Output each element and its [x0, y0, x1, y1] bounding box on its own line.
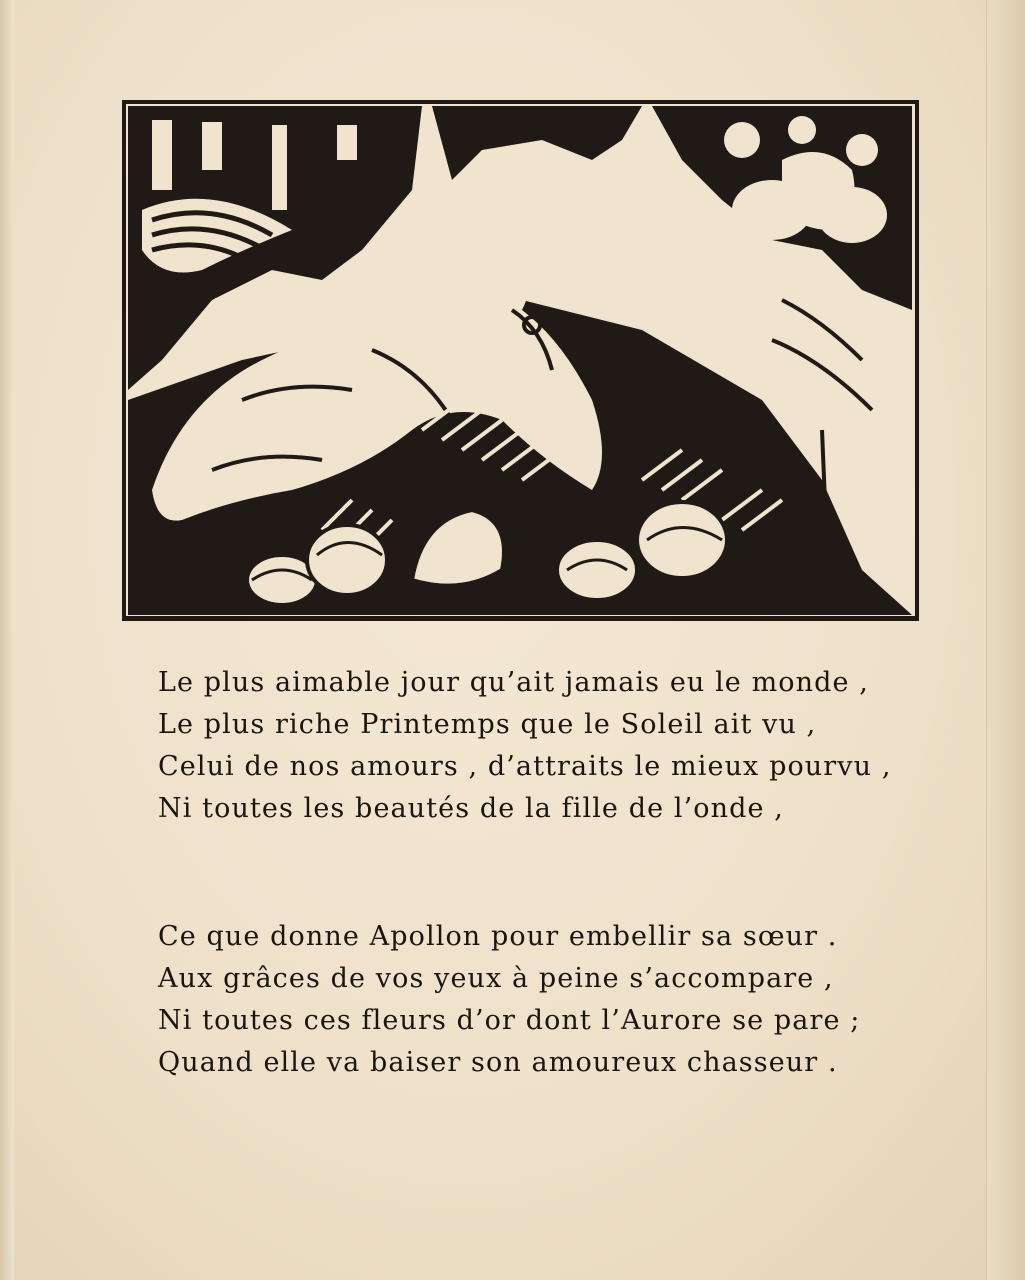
page-gutter: [0, 0, 14, 1280]
verse-line: Ni toutes ces fleurs d’or dont l’Aurore se pare ;: [158, 1005, 861, 1036]
woodcut-illustration: [122, 100, 919, 621]
stanza-1: [158, 662, 918, 830]
verse-line: Quand elle va baiser son amoureux chasseur .: [158, 1047, 838, 1078]
woodcut-image: [122, 100, 919, 621]
verse-line: Ni toutes les beautés de la fille de l’onde ,: [158, 793, 784, 824]
page-edge: [986, 0, 1025, 1280]
verse-line: Aux grâces de vos yeux à peine s’accompare ,: [158, 963, 834, 994]
verse-line: Celui de nos amours , d’attraits le mieux pourvu ,: [158, 751, 892, 782]
verse-line: Le plus riche Printemps que le Soleil ait vu ,: [158, 709, 817, 740]
stanza-2: [158, 916, 918, 1084]
verse-line: Le plus aimable jour qu’ait jamais eu le monde ,: [158, 667, 869, 698]
verse-line: Ce que donne Apollon pour embellir sa sœur .: [158, 921, 838, 952]
